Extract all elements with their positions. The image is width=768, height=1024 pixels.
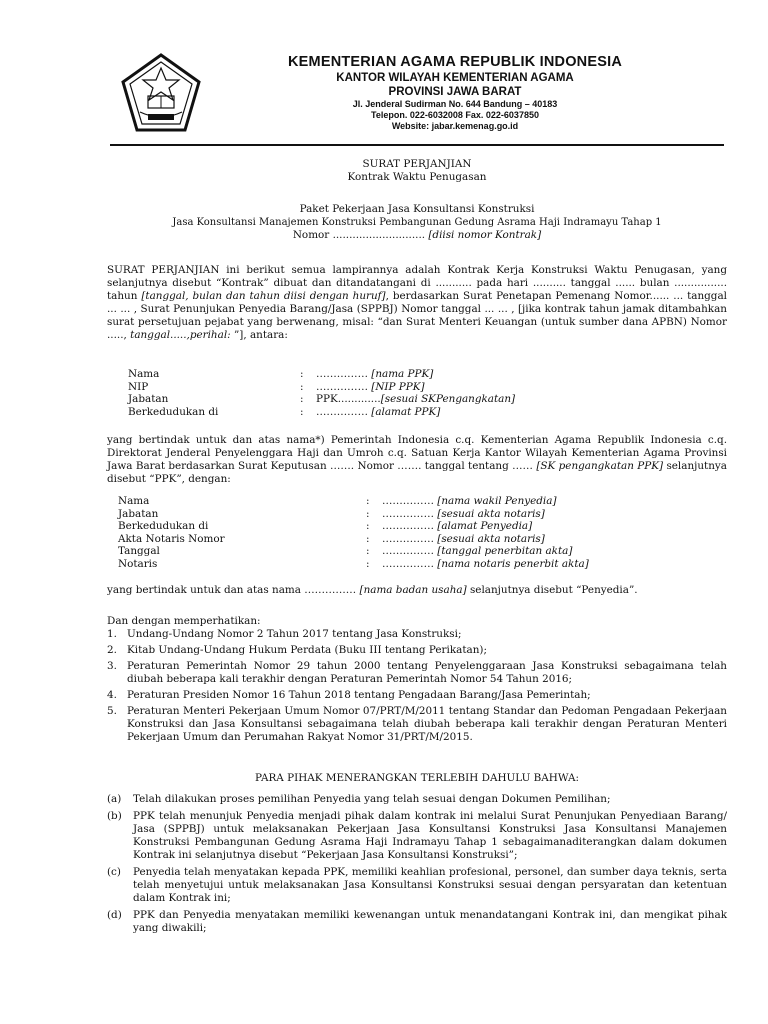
list-text: PPK telah menunjuk Penyedia menjadi pihak dalam kontrak ini melalui Surat Penunjukan Penyediaan Barang/ Jasa (SPPBJ) untuk melaksanakan Pekerjaan Jasa Konsultansi Konstruksi Jasa Konsultansi Manajemen Konstruksi Pembangunan Gedung Asrama Haji Indramayu Tahap 1 sebagaimanaditerangkan dalam dokumen Kontrak ini selanjutnya disebut “Pekerjaan Jasa Konsultansi Konstruksi”;: [133, 810, 727, 861]
intro-text-end: ”], antara:: [233, 329, 288, 341]
table-row: [118, 533, 589, 546]
letterhead-office: KANTOR WILAYAH KEMENTERIAN AGAMA: [336, 72, 574, 84]
field-colon: :: [366, 557, 370, 570]
list-text: Telah dilakukan proses pemilihan Penyedia yang telah sesuai dengan Dokumen Pemilihan;: [133, 793, 611, 805]
field-colon: :: [366, 507, 370, 520]
table-row: [118, 495, 589, 508]
document-title: SURAT PERJANJIAN: [362, 158, 472, 170]
table-row: [128, 393, 515, 406]
field-colon: :: [300, 368, 304, 380]
field-label: Akta Notaris Nomor: [118, 532, 225, 545]
table-row: [128, 368, 515, 381]
list-item: [107, 644, 727, 657]
list-number: 4.: [107, 689, 117, 701]
field-dots: ……………: [316, 368, 368, 380]
list-number: 3.: [107, 660, 117, 672]
field-hint: [sesuai SKPengangkatan]: [380, 393, 516, 405]
intro-hint-2: tanggal.....,perihal:: [130, 329, 231, 341]
field-label: Jabatan: [128, 393, 169, 405]
list-text: Undang-Undang Nomor 2 Tahun 2017 tentang Jasa Konstruksi;: [127, 628, 462, 640]
list-text: Peraturan Presiden Nomor 16 Tahun 2018 tentang Pengadaan Barang/Jasa Pemerintah;: [127, 689, 591, 701]
field-dots: ……………: [316, 380, 368, 393]
letterhead-address: Jl. Jenderal Sudirman No. 644 Bandung – 40183: [352, 99, 558, 109]
field-dots: ……………: [382, 545, 434, 557]
penyedia-identity: [118, 495, 738, 570]
field-label: Tanggal: [118, 545, 160, 557]
list-number: (b): [107, 810, 122, 822]
considering-section: [107, 615, 727, 744]
contract-number-label: Nomor ............................: [292, 229, 426, 241]
table-row: [118, 545, 589, 558]
contract-number: [107, 229, 727, 242]
field-colon: :: [366, 495, 370, 507]
penyedia-authority-paragraph: [107, 584, 727, 597]
list-item: [107, 660, 727, 686]
field-label: Nama: [118, 495, 150, 507]
field-hint: [NIP PPK]: [371, 380, 425, 393]
field-label: Berkedudukan di: [128, 405, 219, 418]
list-number: 5.: [107, 705, 117, 717]
list-item: [107, 628, 727, 641]
list-text: Peraturan Menteri Pekerjaan Umum Nomor 07/PRT/M/2011 tentang Standar dan Pedoman Pengadaan Pekerjaan Konstruksi dan Jasa Konsultansi sebagaimana telah diubah beberapa kali terakhir dengan Peraturan Menteri Pekerjaan Umum dan Perumahan Rakyat Nomor 31/PRT/M/2015.: [127, 705, 727, 743]
field-label: Berkedudukan di: [118, 520, 209, 532]
field-dots: ……………: [382, 532, 434, 545]
intro-text-1: SURAT PERJANJIAN ini berikut semua lampirannya adalah Kontrak Kerja Konstruksi Waktu Penugasan, yang selanjutnya disebut “Kontrak” dibuat dan ditandatangani di ........... pada hari .......... tanggal ...... bulan ................ tahun: [107, 264, 727, 302]
field-label: Nama: [128, 368, 160, 380]
list-item: [107, 909, 727, 935]
field-label: Jabatan: [118, 507, 159, 520]
letterhead-divider: [110, 144, 724, 146]
field-colon: :: [366, 532, 370, 545]
ppk-identity: [128, 368, 748, 418]
list-text: PPK dan Penyedia menyatakan memiliki kewenangan untuk menandatangani Kontrak ini, dan mengikat pihak yang diwakili;: [133, 909, 727, 934]
letterhead: [210, 54, 700, 132]
field-label: NIP: [128, 380, 149, 393]
intro-text-2: , berdasarkan Surat Penetapan Pemenang Nomor...... ... tanggal ... ... , Surat Penunjukan Penyedia Barang/Jasa (SPPBJ) Nomor tanggal ... ... , [jika kontrak tahun jamak ditambahkan surat persetujuan pejabat yang berwenang, misal: “dan Surat Menteri Keuangan (untuk sumber dana APBN) Nomor .....,: [107, 290, 727, 341]
table-row: [128, 406, 515, 419]
letterhead-phone: Telepon. 022-6032008 Fax. 022-6037850: [371, 110, 539, 120]
table-row: [118, 558, 589, 571]
parties-section: [107, 772, 727, 935]
letterhead-website: Website: jabar.kemenag.go.id: [391, 121, 519, 131]
list-item: [107, 705, 727, 744]
field-hint: [nama PPK]: [371, 368, 434, 380]
field-dots: ……………: [382, 495, 434, 507]
intro-hint-1: [tanggal, bulan dan tahun diisi dengan huruf]: [141, 290, 386, 302]
field-hint: [alamat PPK]: [371, 405, 441, 418]
intro-paragraph: [107, 264, 727, 342]
document-subtitle: Kontrak Waktu Penugasan: [347, 171, 487, 183]
ppk-authority-text: yang bertindak untuk dan atas nama*) Pemerintah Indonesia c.q. Kementerian Agama Republik Indonesia c.q. Direktorat Jenderal Penyelenggara Haji dan Umroh c.q. Satuan Kerja Kantor Wilayah Kementerian Agama Provinsi Jawa Barat berdasarkan Surat Keputusan ……. Nomor ……. tanggal tentang ……: [107, 434, 727, 472]
field-colon: :: [366, 520, 370, 532]
document-heading: [107, 158, 727, 184]
list-number: (c): [107, 866, 121, 878]
penyedia-table: [118, 495, 589, 570]
list-number: (d): [107, 909, 122, 921]
list-number: 2.: [107, 644, 117, 656]
package-title: Paket Pekerjaan Jasa Konsultansi Konstruksi: [299, 203, 535, 215]
table-row: [118, 508, 589, 521]
field-dots: ……………: [382, 557, 434, 570]
field-colon: :: [366, 545, 370, 557]
kemenag-emblem-icon: [118, 52, 204, 134]
list-text: Peraturan Pemerintah Nomor 29 tahun 2000 tentang Penyelenggaraan Jasa Konstruksi sebagaimana telah diubah beberapa kali terakhir dengan Peraturan Pemerintah Nomor 54 Tahun 2016;: [127, 660, 727, 685]
list-item: [107, 866, 727, 905]
project-title: Jasa Konsultansi Manajemen Konstruksi Pembangunan Gedung Asrama Haji Indramayu Tahap 1: [172, 217, 662, 228]
list-number: 1.: [107, 628, 117, 640]
field-hint: [sesuai akta notaris]: [437, 507, 545, 520]
field-colon: :: [300, 393, 304, 405]
contract-number-hint: [diisi nomor Kontrak]: [428, 229, 542, 241]
penyedia-authority-end: selanjutnya disebut “Penyedia”.: [469, 584, 638, 596]
ppk-authority-end: selanjutnya disebut “PPK”, dengan:: [107, 460, 727, 485]
ppk-table: [128, 368, 515, 418]
list-text: Penyedia telah menyatakan kepada PPK, memiliki keahlian profesional, personel, dan sumber daya teknis, serta telah menyetujui untuk melaksanakan Jasa Konsultansi Konstruksi sesuai dengan persyaratan dan ketentuan dalam Kontrak ini;: [133, 866, 727, 904]
letterhead-province: PROVINSI JAWA BARAT: [388, 86, 522, 98]
field-hint: [alamat Penyedia]: [437, 520, 533, 532]
list-text: Kitab Undang-Undang Hukum Perdata (Buku III tentang Perikatan);: [127, 644, 487, 656]
ppk-authority-hint: [SK pengangkatan PPK]: [536, 460, 664, 472]
considering-intro: Dan dengan memperhatikan:: [107, 615, 261, 627]
list-number: (a): [107, 793, 122, 805]
field-label: Notaris: [118, 557, 158, 570]
table-row: [118, 520, 589, 533]
field-dots: ……………: [382, 507, 434, 520]
penyedia-authority-text: yang bertindak untuk dan atas nama ……………: [107, 584, 357, 596]
field-colon: :: [300, 405, 304, 418]
field-dots: ……………: [316, 405, 368, 418]
project-heading: [107, 203, 727, 242]
list-item: [107, 793, 727, 806]
table-row: [128, 381, 515, 394]
field-colon: :: [300, 380, 304, 393]
field-hint: [nama wakil Penyedia]: [437, 495, 557, 507]
field-hint: [sesuai akta notaris]: [437, 532, 545, 545]
field-dots: PPK.............: [316, 393, 381, 405]
field-dots: ……………: [382, 520, 434, 532]
letterhead-ministry: KEMENTERIAN AGAMA REPUBLIK INDONESIA: [288, 54, 622, 70]
list-item: [107, 689, 727, 702]
ppk-authority-paragraph: [107, 434, 727, 486]
parties-heading: PARA PIHAK MENERANGKAN TERLEBIH DAHULU BAHWA:: [254, 772, 580, 784]
field-hint: [nama notaris penerbit akta]: [437, 557, 589, 570]
field-hint: [tanggal penerbitan akta]: [437, 545, 573, 557]
list-item: [107, 810, 727, 862]
penyedia-authority-hint: [nama badan usaha]: [359, 584, 467, 596]
